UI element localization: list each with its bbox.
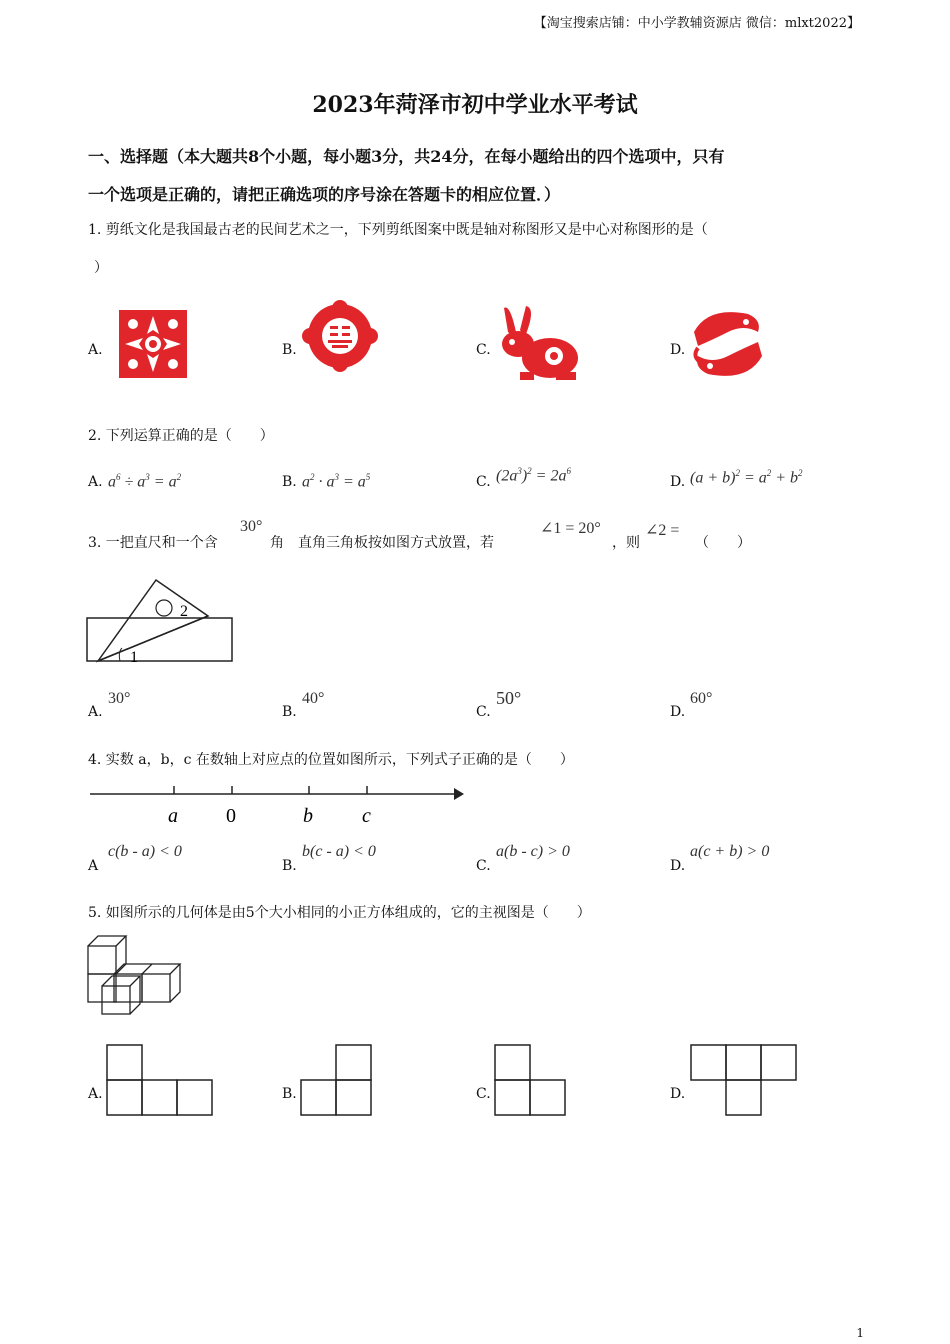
q4-option-a-label: A [88, 858, 99, 874]
q5-option-b-view [300, 1044, 374, 1118]
q2-option-d-expression: $(a + b)^2 = a^2 + b^2$ [690, 468, 803, 487]
q4-option-c-expression: a(b - c) > 0 [496, 843, 570, 860]
q5-option-d-view [690, 1044, 800, 1118]
q4-stem: 4. 实数 a，b，c 在数轴上对应点的位置如图所示，下列式子正确的是（ ） [88, 752, 574, 768]
page-title: 2023年菏泽市初中学业水平考试 [312, 92, 638, 118]
axis-label-0: 0 [226, 805, 236, 827]
axis-label-b: b [303, 805, 313, 827]
q4-option-b-label: B. [282, 858, 297, 874]
q4-option-d-expression: a(c + b) > 0 [690, 843, 770, 860]
q3-option-b-value: 40° [302, 690, 325, 707]
papercut-fish-image [688, 302, 768, 386]
q3-paren: （ ） [695, 535, 751, 551]
q2-option-c-expression: $(2a^3)^2 = 2a^6$ [496, 466, 571, 485]
ruler-triangle-figure [84, 576, 236, 666]
section-instructions-line1: 一、选择题（本大题共8个小题，每小题3分，共24分，在每小题给出的四个选项中，只有 [88, 147, 725, 166]
q2-option-b-expression: $a^2 \cdot a^3 = a^5$ [302, 472, 371, 491]
q2-option-d-label: D. [670, 474, 686, 490]
q3-option-a-value: 30° [108, 690, 131, 707]
page-number: 1 [856, 1326, 864, 1340]
q3-option-c-label: C. [476, 704, 491, 720]
q2-option-a-expression: $a^6 \div a^3 = a^2$ [108, 472, 182, 491]
q3-ask: ∠2 = [645, 522, 680, 539]
q5-option-a-view [106, 1044, 216, 1118]
q3-stem-b: 角 直角三角板按如图方式放置，若 [270, 535, 494, 551]
q3-stem-c: ，则 [612, 535, 640, 551]
q5-stem: 5. 如图所示的几何体是由5个大小相同的小正方体组成的，它的主视图是（ ） [88, 905, 591, 921]
q1-option-c-label: C. [476, 342, 491, 358]
q4-option-b-expression: b(c - a) < 0 [302, 843, 376, 860]
q2-option-a-label: A. [88, 474, 103, 490]
q3-condition: ∠1 = 20° [540, 520, 601, 537]
q3-stem-a: 3. 一把直尺和一个含 [88, 535, 218, 551]
papercut-flower-image [115, 306, 191, 382]
q5-option-c-view [494, 1044, 568, 1118]
q3-option-d-label: D. [670, 704, 686, 720]
q2-option-b-label: B. [282, 474, 297, 490]
q5-option-a-label: A. [88, 1086, 103, 1102]
q4-option-c-label: C. [476, 858, 491, 874]
q3-angle-30: 30° [240, 518, 263, 535]
q1-option-a-label: A. [88, 342, 103, 358]
q1-stem-close: ） [94, 260, 108, 276]
q4-option-d-label: D. [670, 858, 686, 874]
q2-stem: 2. 下列运算正确的是（ ） [88, 428, 274, 444]
q5-option-b-label: B. [282, 1086, 297, 1102]
q5-option-d-label: D. [670, 1086, 686, 1102]
axis-label-c: c [362, 805, 371, 827]
axis-label-a: a [168, 805, 178, 827]
q1-option-d-label: D. [670, 342, 686, 358]
number-line-figure [86, 780, 470, 830]
q3-option-d-value: 60° [690, 690, 713, 707]
q4-option-a-expression: c(b - a) < 0 [108, 843, 182, 860]
q3-option-a-label: A. [88, 704, 103, 720]
q3-option-c-value: 50° [496, 688, 522, 708]
fig-label-2: 2 [180, 603, 188, 620]
q1-option-b-label: B. [282, 342, 297, 358]
fig-label-1: 1 [130, 649, 138, 666]
q3-option-b-label: B. [282, 704, 297, 720]
papercut-rabbit-image [496, 302, 582, 386]
q2-option-c-label: C. [476, 474, 491, 490]
cubes-solid-figure [84, 934, 188, 1018]
q5-option-c-label: C. [476, 1086, 491, 1102]
header-note: 【淘宝搜索店铺：中小学教辅资源店 微信：mlxt2022】 [533, 16, 860, 31]
papercut-double-happiness-image [300, 298, 380, 374]
q1-stem: 1. 剪纸文化是我国最古老的民间艺术之一，下列剪纸图案中既是轴对称图形又是中心对称图形的是（ [88, 222, 708, 238]
section-instructions-line2: 一个选项是正确的，请把正确选项的序号涂在答题卡的相应位置．） [88, 185, 561, 204]
